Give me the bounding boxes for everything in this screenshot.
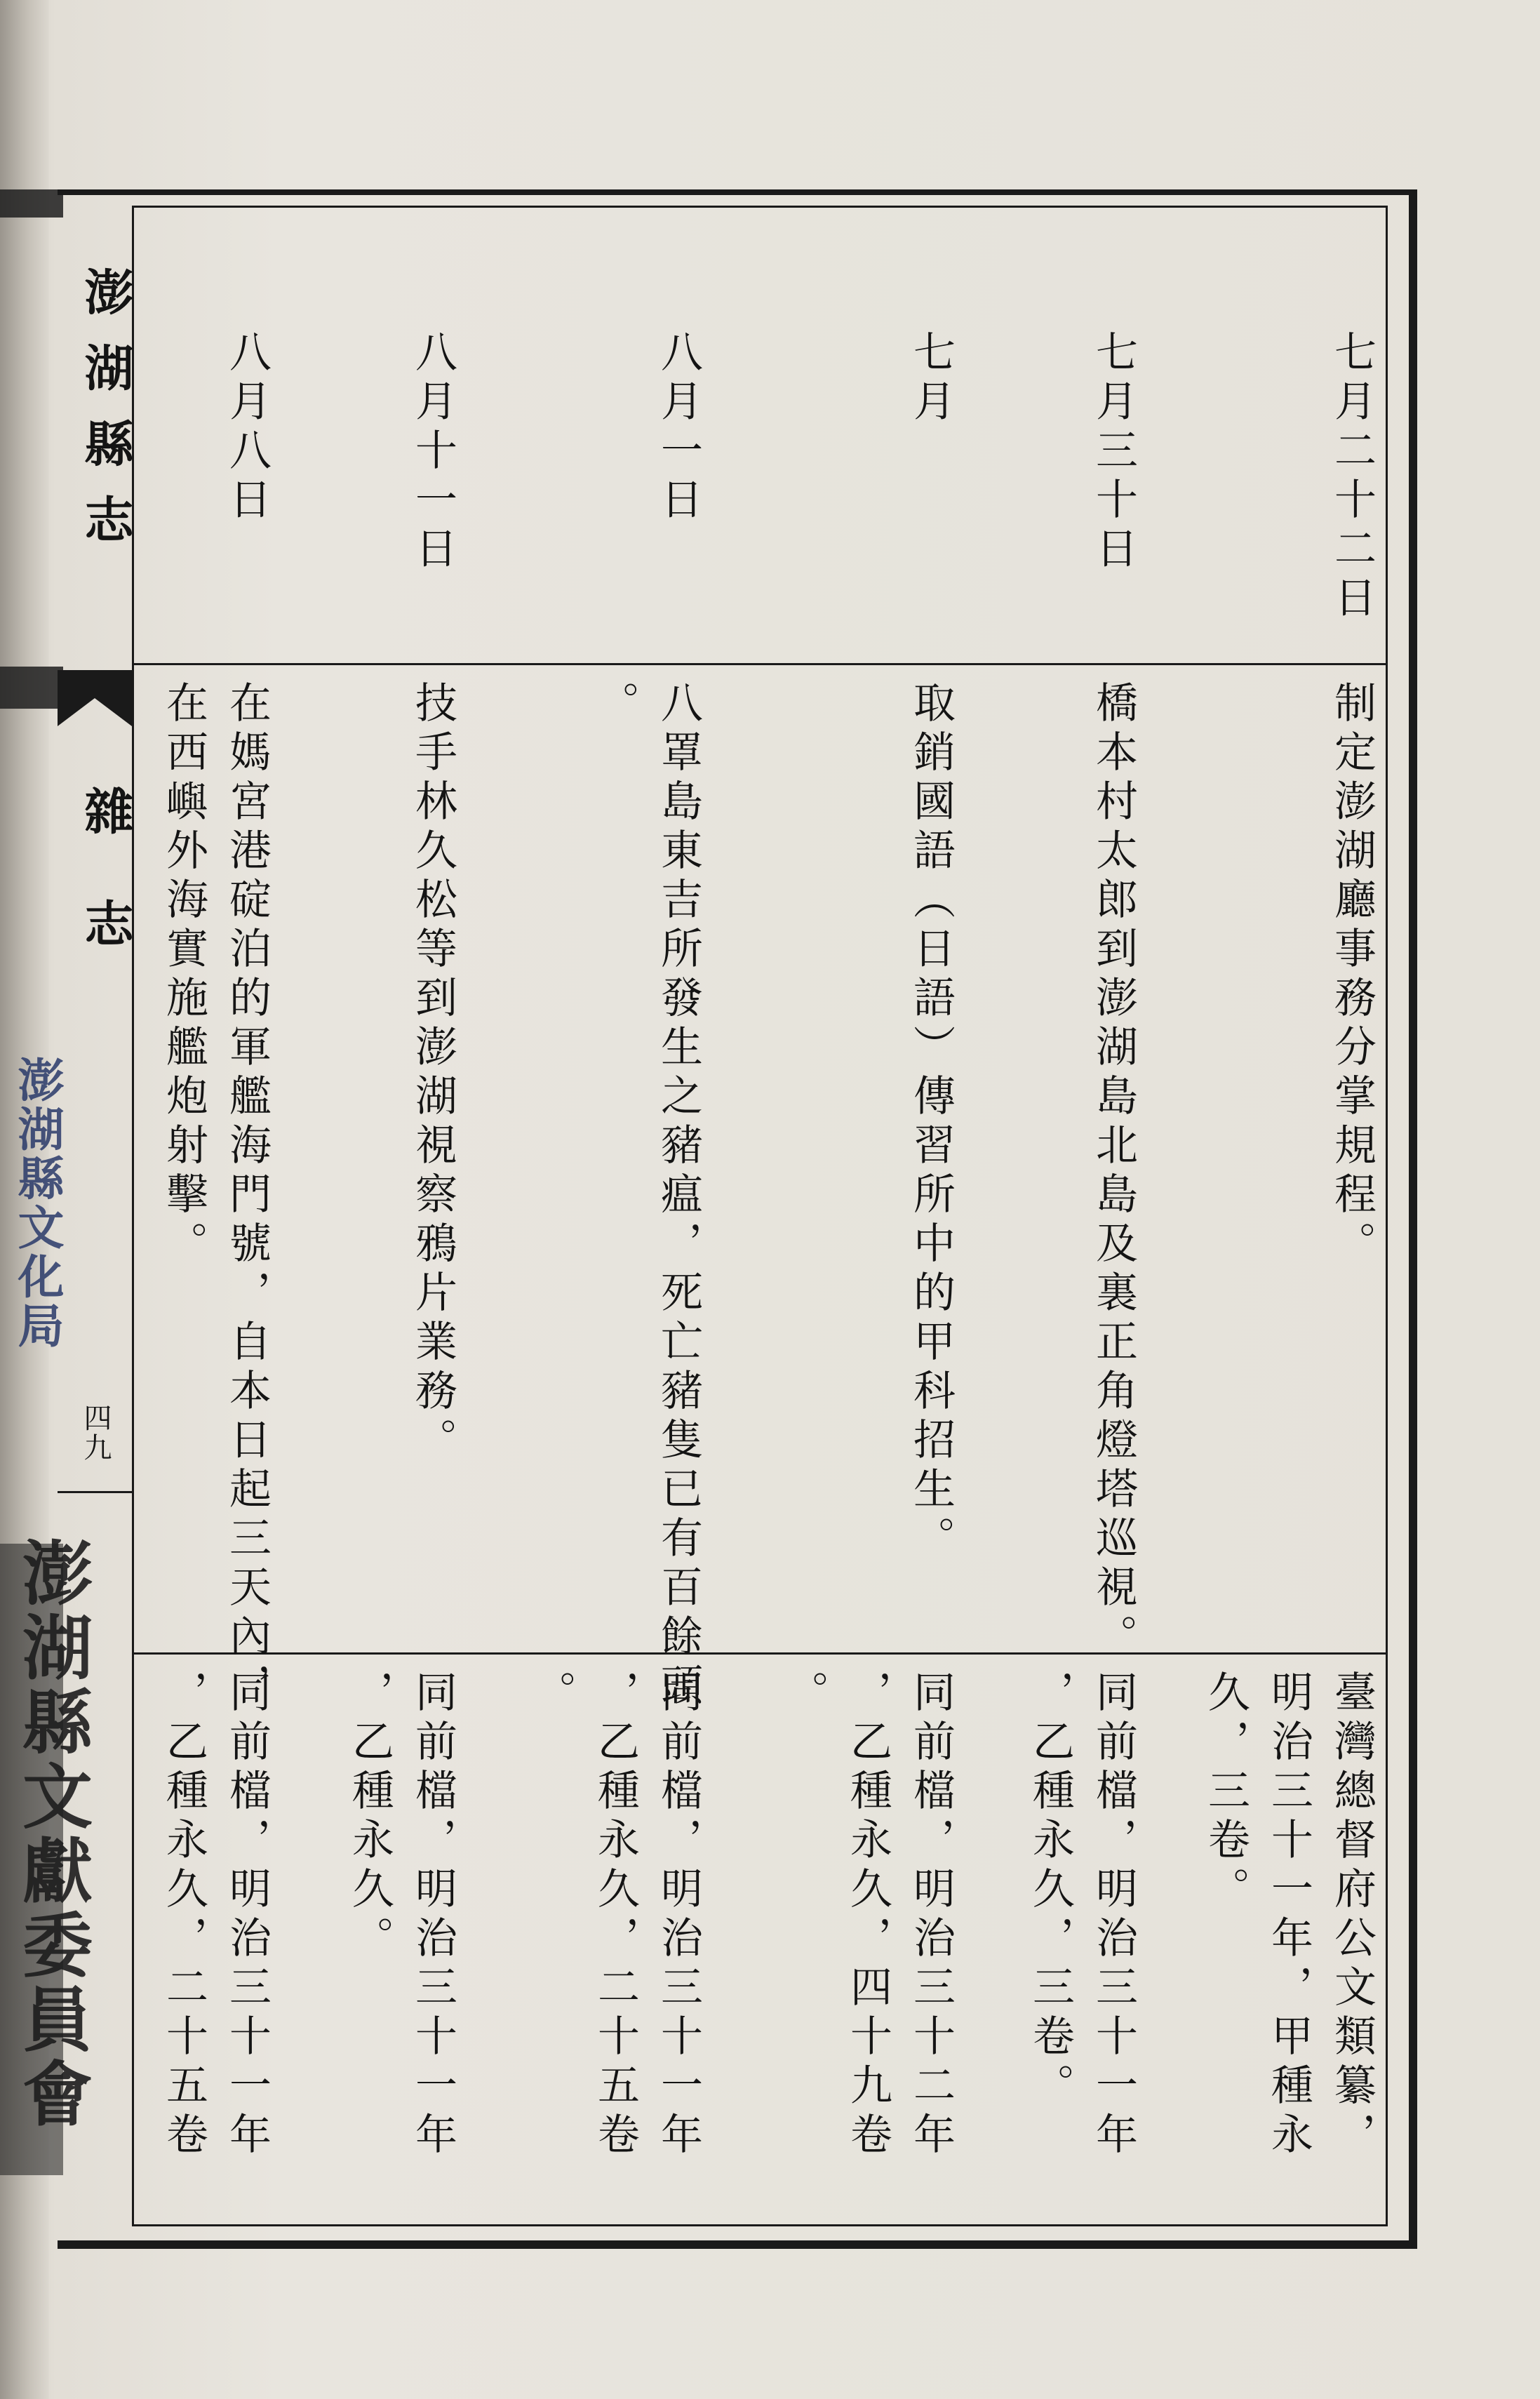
- fishtail-mark: [58, 670, 132, 726]
- entry-source-line: 。: [780, 1670, 829, 1719]
- entry-source-line: 同前檔，明治三十二年: [906, 1670, 956, 2161]
- entry-date: 七月三十日: [1089, 330, 1138, 575]
- entry-date: 八月十一日: [408, 330, 457, 575]
- spine-band: [0, 189, 63, 218]
- entry-event: 。: [591, 681, 640, 730]
- entry-event: 在媽宮港碇泊的軍艦海門號，自本日起三天內，: [222, 681, 272, 1712]
- entry-source-line: 。: [528, 1670, 577, 1719]
- entry-event: 技手林久松等到澎湖視察鴉片業務。: [408, 681, 457, 1466]
- entry-source-line: 久，三卷。: [1201, 1670, 1250, 1916]
- row-divider-source: [132, 1652, 1388, 1655]
- entry-source-line: ，乙種永久，二十五卷: [159, 1670, 208, 2161]
- entry-event: 取銷國語（日語）傳習所中的甲科招生。: [906, 681, 956, 1565]
- entry-source-line: ，乙種永久，四十九卷: [843, 1670, 892, 2161]
- chapter-title: 雜志: [76, 786, 135, 1010]
- row-divider-date: [132, 663, 1388, 665]
- entry-event: 制定澎湖廳事務分掌規程。: [1327, 681, 1377, 1270]
- spine-band: [0, 667, 63, 709]
- entry-event: 橋本村太郎到澎湖島北島及裏正角燈塔巡視。: [1089, 681, 1138, 1663]
- entry-event: 八罩島東吉所發生之豬瘟，死亡豬隻已有百餘頭: [654, 681, 703, 1712]
- entry-date: 七月二十二日: [1327, 330, 1377, 624]
- entry-date: 八月一日: [654, 330, 703, 526]
- library-stamp: 澎湖縣文化局: [10, 1056, 65, 1351]
- entry-date: 八月八日: [222, 330, 272, 526]
- entry-source-line: 同前檔，明治三十一年: [654, 1670, 703, 2161]
- entry-event: 在西嶼外海實施艦炮射擊。: [159, 681, 208, 1270]
- inner-frame: [132, 206, 1388, 2226]
- entry-source-line: ，乙種永久，三卷。: [1026, 1670, 1075, 2112]
- entry-source-line: 同前檔，明治三十一年: [222, 1670, 272, 2161]
- entry-source-line: 同前檔，明治三十一年: [1089, 1670, 1138, 2161]
- book-title: 澎湖縣志: [76, 267, 135, 570]
- entry-source-line: 同前檔，明治三十一年: [408, 1670, 457, 2161]
- page-number: 四九: [79, 1403, 112, 1462]
- entry-source-line: ，乙種永久，二十五卷: [591, 1670, 640, 2161]
- entry-source-line: ，乙種永久。: [345, 1670, 394, 1965]
- entry-source-line: 臺灣總督府公文類纂，: [1327, 1670, 1377, 2161]
- margin-divider: [58, 1491, 132, 1493]
- entry-source-line: 明治三十一年，甲種永: [1264, 1670, 1313, 2161]
- entry-date: 七月: [906, 330, 956, 428]
- watermark-text: 澎湖縣文獻委員會: [11, 1537, 93, 2132]
